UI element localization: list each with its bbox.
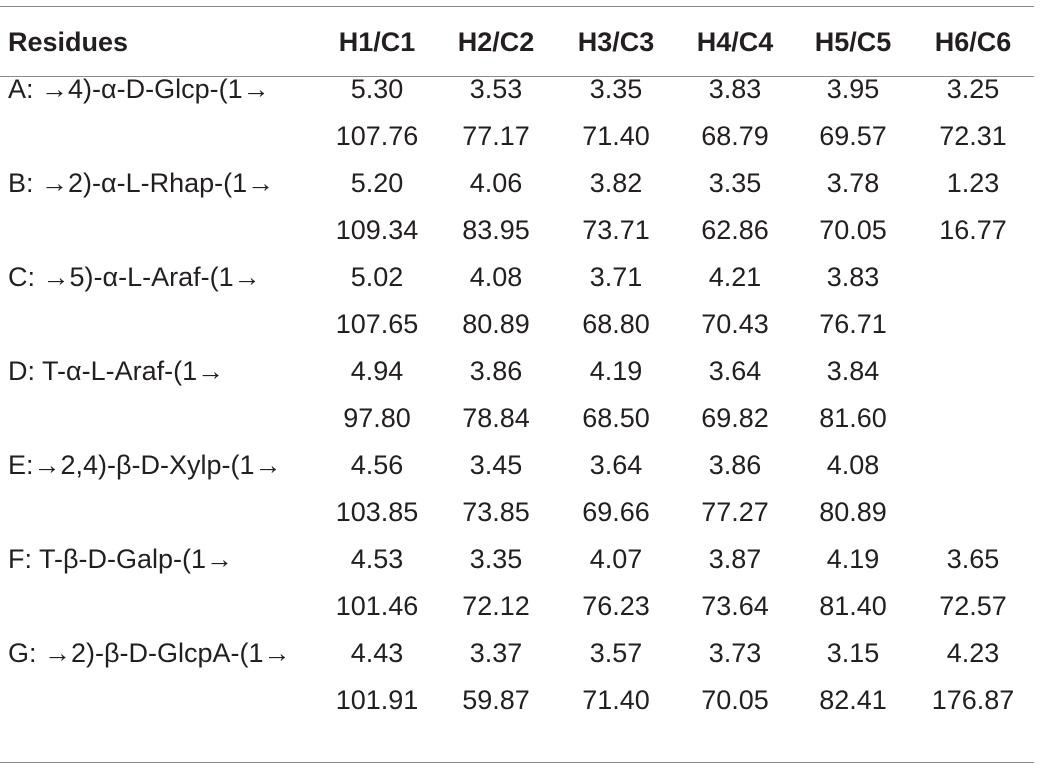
h-shift-cell: 3.15 xyxy=(826,638,880,668)
c-shift-cell: 62.86 xyxy=(701,215,769,245)
c-shift-cell: 77.17 xyxy=(462,121,530,151)
h-shift-cell: 3.57 xyxy=(589,638,643,668)
c-shift-cell: 101.46 xyxy=(335,591,419,621)
h-shift-cell: 3.64 xyxy=(589,450,643,480)
table-bottom-rule xyxy=(0,762,1034,763)
h-shift-cell: 4.19 xyxy=(589,356,643,386)
h-shift-cell: 4.56 xyxy=(350,450,404,480)
h-shift-cell: 3.86 xyxy=(469,356,523,386)
h-shift-cell: 3.83 xyxy=(826,262,880,292)
header-row xyxy=(0,18,1034,66)
h-shift-cell: 5.20 xyxy=(350,168,404,198)
c-shift-cell: 97.80 xyxy=(343,403,411,433)
empty-cell xyxy=(0,207,318,254)
h-shift-cell: 4.53 xyxy=(350,544,404,574)
c-shift-cell: 81.40 xyxy=(819,591,887,621)
h-shift-cell: 3.86 xyxy=(708,450,762,480)
h-shift-cell xyxy=(912,442,1034,489)
h-shift-cell: 3.53 xyxy=(469,74,523,104)
h-shift-cell xyxy=(912,254,1034,301)
h-shift-cell: 3.35 xyxy=(589,74,643,104)
empty-cell xyxy=(0,677,318,724)
column-header-residues: Residues xyxy=(8,26,129,57)
h-shift-cell: 3.45 xyxy=(469,450,523,480)
h-shift-cell: 5.02 xyxy=(350,262,404,292)
c-shift-cell xyxy=(912,395,1034,442)
h-shift-cell: 3.37 xyxy=(469,638,523,668)
h-shift-cell: 1.23 xyxy=(946,168,1000,198)
c-shift-cell: 69.82 xyxy=(701,403,769,433)
table-body xyxy=(0,66,1034,724)
residue-label: D: T-α-L-Araf-(1→ xyxy=(8,356,225,386)
c-shift-cell: 73.64 xyxy=(701,591,769,621)
c-shift-cell: 77.27 xyxy=(701,497,769,527)
c-shift-cell: 70.05 xyxy=(701,685,769,715)
residue-label: C: →5)-α-L-Araf-(1→ xyxy=(8,262,261,292)
c-shift-cell: 72.12 xyxy=(462,591,530,621)
h-shift-cell: 4.07 xyxy=(589,544,643,574)
table-row-c xyxy=(0,207,1034,254)
h-shift-cell: 3.35 xyxy=(469,544,523,574)
c-shift-cell: 80.89 xyxy=(462,309,530,339)
table-row-h xyxy=(0,348,1034,395)
h-shift-cell: 3.84 xyxy=(826,356,880,386)
c-shift-cell: 73.71 xyxy=(582,215,650,245)
h-shift-cell: 3.87 xyxy=(708,544,762,574)
empty-cell xyxy=(0,395,318,442)
residue-label: F: T-β-D-Galp-(1→ xyxy=(8,544,234,574)
h-shift-cell: 4.08 xyxy=(826,450,880,480)
c-shift-cell: 16.77 xyxy=(939,215,1007,245)
c-shift-cell: 83.95 xyxy=(462,215,530,245)
h-shift-cell: 3.95 xyxy=(826,74,880,104)
table-row-h xyxy=(0,630,1034,677)
h-shift-cell: 3.25 xyxy=(946,74,1000,104)
h-shift-cell: 3.73 xyxy=(708,638,762,668)
residue-label: E:→2,4)-β-D-Xylp-(1→ xyxy=(8,450,282,480)
h-shift-cell xyxy=(912,348,1034,395)
c-shift-cell: 69.57 xyxy=(819,121,887,151)
table-row-c xyxy=(0,489,1034,536)
empty-cell xyxy=(0,583,318,630)
c-shift-cell: 68.79 xyxy=(701,121,769,151)
c-shift-cell: 59.87 xyxy=(462,685,530,715)
table-top-rule xyxy=(0,6,1034,7)
column-header-h5c5: H5/C5 xyxy=(814,26,892,57)
residue-label: A: →4)-α-D-Glcp-(1→ xyxy=(8,74,270,104)
table-row-h xyxy=(0,442,1034,489)
table-row-c xyxy=(0,395,1034,442)
h-shift-cell: 3.78 xyxy=(826,168,880,198)
h-shift-cell: 4.08 xyxy=(469,262,523,292)
c-shift-cell: 70.43 xyxy=(701,309,769,339)
table-row-h xyxy=(0,66,1034,113)
c-shift-cell: 72.31 xyxy=(939,121,1007,151)
c-shift-cell: 176.87 xyxy=(931,685,1015,715)
table-row-h xyxy=(0,160,1034,207)
h-shift-cell: 4.94 xyxy=(350,356,404,386)
table-row-c xyxy=(0,677,1034,724)
c-shift-cell: 68.80 xyxy=(582,309,650,339)
c-shift-cell: 109.34 xyxy=(335,215,419,245)
table-row-c xyxy=(0,113,1034,160)
c-shift-cell: 68.50 xyxy=(582,403,650,433)
c-shift-cell: 107.76 xyxy=(335,121,419,151)
table-row-h xyxy=(0,536,1034,583)
c-shift-cell: 76.23 xyxy=(582,591,650,621)
column-header-h3c3: H3/C3 xyxy=(577,26,655,57)
column-header-h1c1: H1/C1 xyxy=(338,26,416,57)
empty-cell xyxy=(0,489,318,536)
residue-label: G: →2)-β-D-GlcpA-(1→ xyxy=(8,638,291,668)
c-shift-cell: 71.40 xyxy=(582,685,650,715)
data-table xyxy=(0,18,1034,724)
h-shift-cell: 3.82 xyxy=(589,168,643,198)
c-shift-cell: 71.40 xyxy=(582,121,650,151)
h-shift-cell: 4.43 xyxy=(350,638,404,668)
empty-cell xyxy=(0,301,318,348)
c-shift-cell: 72.57 xyxy=(939,591,1007,621)
c-shift-cell: 103.85 xyxy=(335,497,419,527)
h-shift-cell: 4.06 xyxy=(469,168,523,198)
column-header-h6c6: H6/C6 xyxy=(934,26,1012,57)
empty-cell xyxy=(0,113,318,160)
h-shift-cell: 3.35 xyxy=(708,168,762,198)
h-shift-cell: 3.65 xyxy=(946,544,1000,574)
h-shift-cell: 4.23 xyxy=(946,638,1000,668)
c-shift-cell: 69.66 xyxy=(582,497,650,527)
c-shift-cell: 78.84 xyxy=(462,403,530,433)
table-row-h xyxy=(0,254,1034,301)
c-shift-cell: 82.41 xyxy=(819,685,887,715)
h-shift-cell: 3.64 xyxy=(708,356,762,386)
h-shift-cell: 4.19 xyxy=(826,544,880,574)
h-shift-cell: 4.21 xyxy=(708,262,762,292)
h-shift-cell: 3.71 xyxy=(589,262,643,292)
c-shift-cell: 81.60 xyxy=(819,403,887,433)
h-shift-cell: 5.30 xyxy=(350,74,404,104)
c-shift-cell: 70.05 xyxy=(819,215,887,245)
table-row-c xyxy=(0,583,1034,630)
c-shift-cell xyxy=(912,301,1034,348)
c-shift-cell xyxy=(912,489,1034,536)
column-header-h4c4: H4/C4 xyxy=(696,26,774,57)
c-shift-cell: 80.89 xyxy=(819,497,887,527)
c-shift-cell: 73.85 xyxy=(462,497,530,527)
h-shift-cell: 3.83 xyxy=(708,74,762,104)
c-shift-cell: 76.71 xyxy=(819,309,887,339)
c-shift-cell: 107.65 xyxy=(335,309,419,339)
c-shift-cell: 101.91 xyxy=(335,685,419,715)
table-row-c xyxy=(0,301,1034,348)
column-header-h2c2: H2/C2 xyxy=(457,26,535,57)
residue-label: B: →2)-α-L-Rhap-(1→ xyxy=(8,168,275,198)
